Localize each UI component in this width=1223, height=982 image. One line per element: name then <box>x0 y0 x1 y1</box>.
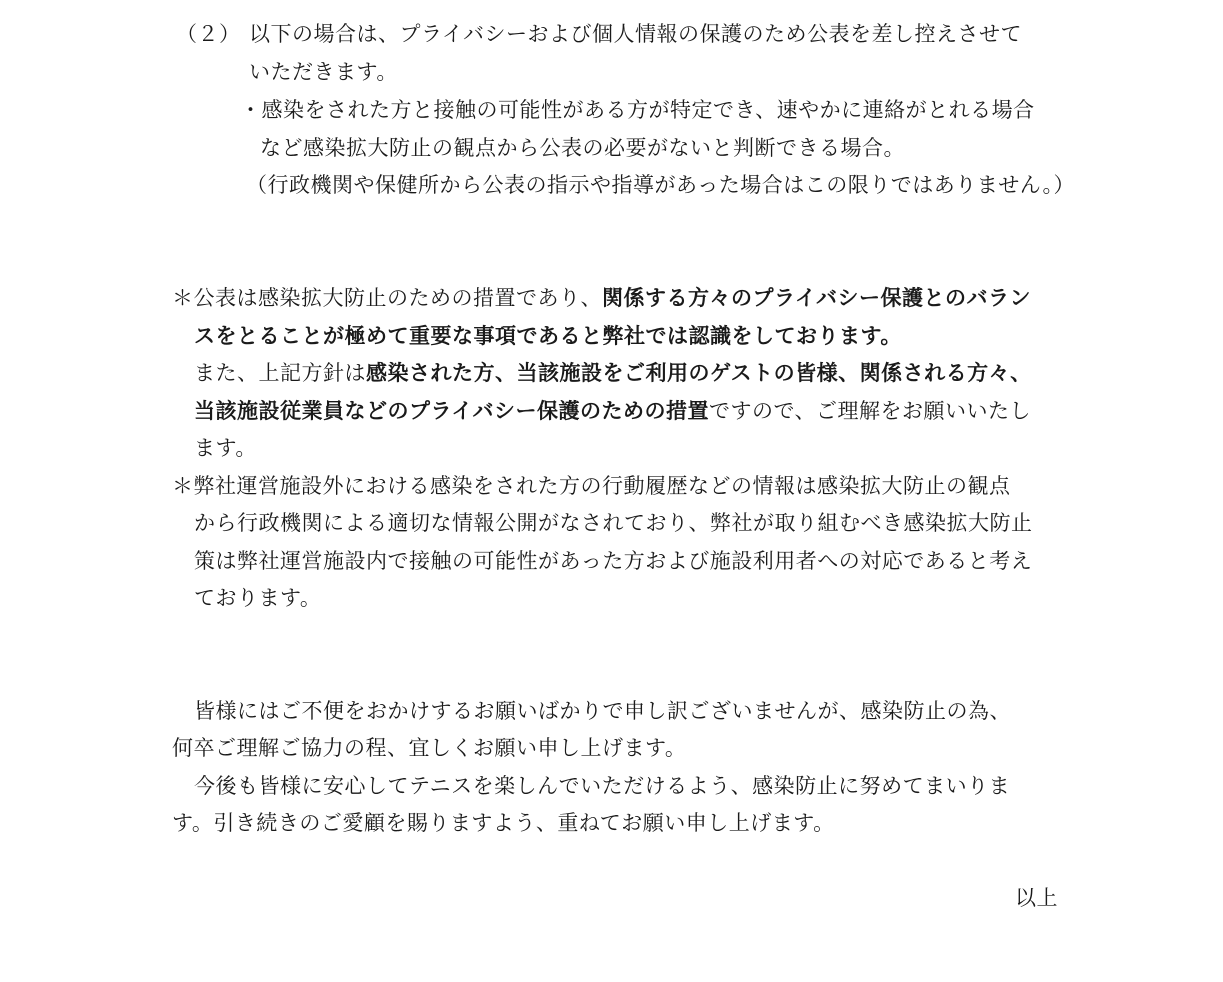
note-emphasis: 感染された方、当該施設をご利用のゲストの皆様、関係される方々、 <box>366 360 1032 385</box>
note2-line: から行政機関による適切な情報公開がなされており、弊社が取り組むべき感染拡大防止 <box>194 511 1033 535</box>
note-text: ですので、ご理解をお願いいたし <box>708 399 1032 423</box>
note1-line <box>194 397 1031 425</box>
section-number: （２） <box>176 22 241 46</box>
note1-line: ます。 <box>194 436 257 460</box>
note2-line: ております。 <box>194 586 322 610</box>
closing-line: す。引き続きのご愛顧を賜りますよう、重ねてお願い申し上げます。 <box>172 811 835 835</box>
end-mark: 以上 <box>1015 886 1058 910</box>
note2-line: 策は弊社運営施設内で接触の可能性があった方および施設利用者への対応であると考え <box>194 549 1033 573</box>
section-intro-line: いただきます。 <box>249 60 398 84</box>
note-text: また、上記方針は <box>194 361 366 385</box>
note2-line: ＊弊社運営施設外における感染をされた方の行動履歴などの情報は感染拡大防止の観点 <box>172 474 1011 498</box>
bullet-line: ・感染をされた方と接触の可能性がある方が特定でき、速やかに連絡がとれる場合 <box>240 98 1035 122</box>
note-emphasis: 関係する方々のプライバシー保護とのバラン <box>602 285 1031 310</box>
bullet-line: など感染拡大防止の観点から公表の必要がないと判断できる場合。 <box>260 136 905 160</box>
note1-line <box>194 359 1032 387</box>
closing-line: 今後も皆様に安心してテニスを楽しんでいただけるよう、感染防止に努めてまいりま <box>194 774 1011 798</box>
closing-line: 皆様にはご不便をおかけするお願いばかりで申し訳ございませんが、感染防止の為、 <box>194 699 1011 723</box>
closing-line: 何卒ご理解ご協力の程、宜しくお願い申し上げます。 <box>172 736 687 760</box>
note-text: ＊公表は感染拡大防止のための措置であり、 <box>172 286 602 310</box>
note1-line <box>172 284 1031 312</box>
note-emphasis: 当該施設従業員などのプライバシー保護のための措置 <box>194 398 709 423</box>
note1-line: スをとることが極めて重要な事項であると弊社では認識をしております。 <box>194 323 902 348</box>
section-intro-line: 以下の場合は、プライバシーおよび個人情報の保護のため公表を差し控えさせて <box>249 22 1022 46</box>
exception-note: （行政機関や保健所から公表の指示や指導があった場合はこの限りではありません。） <box>246 173 1076 197</box>
